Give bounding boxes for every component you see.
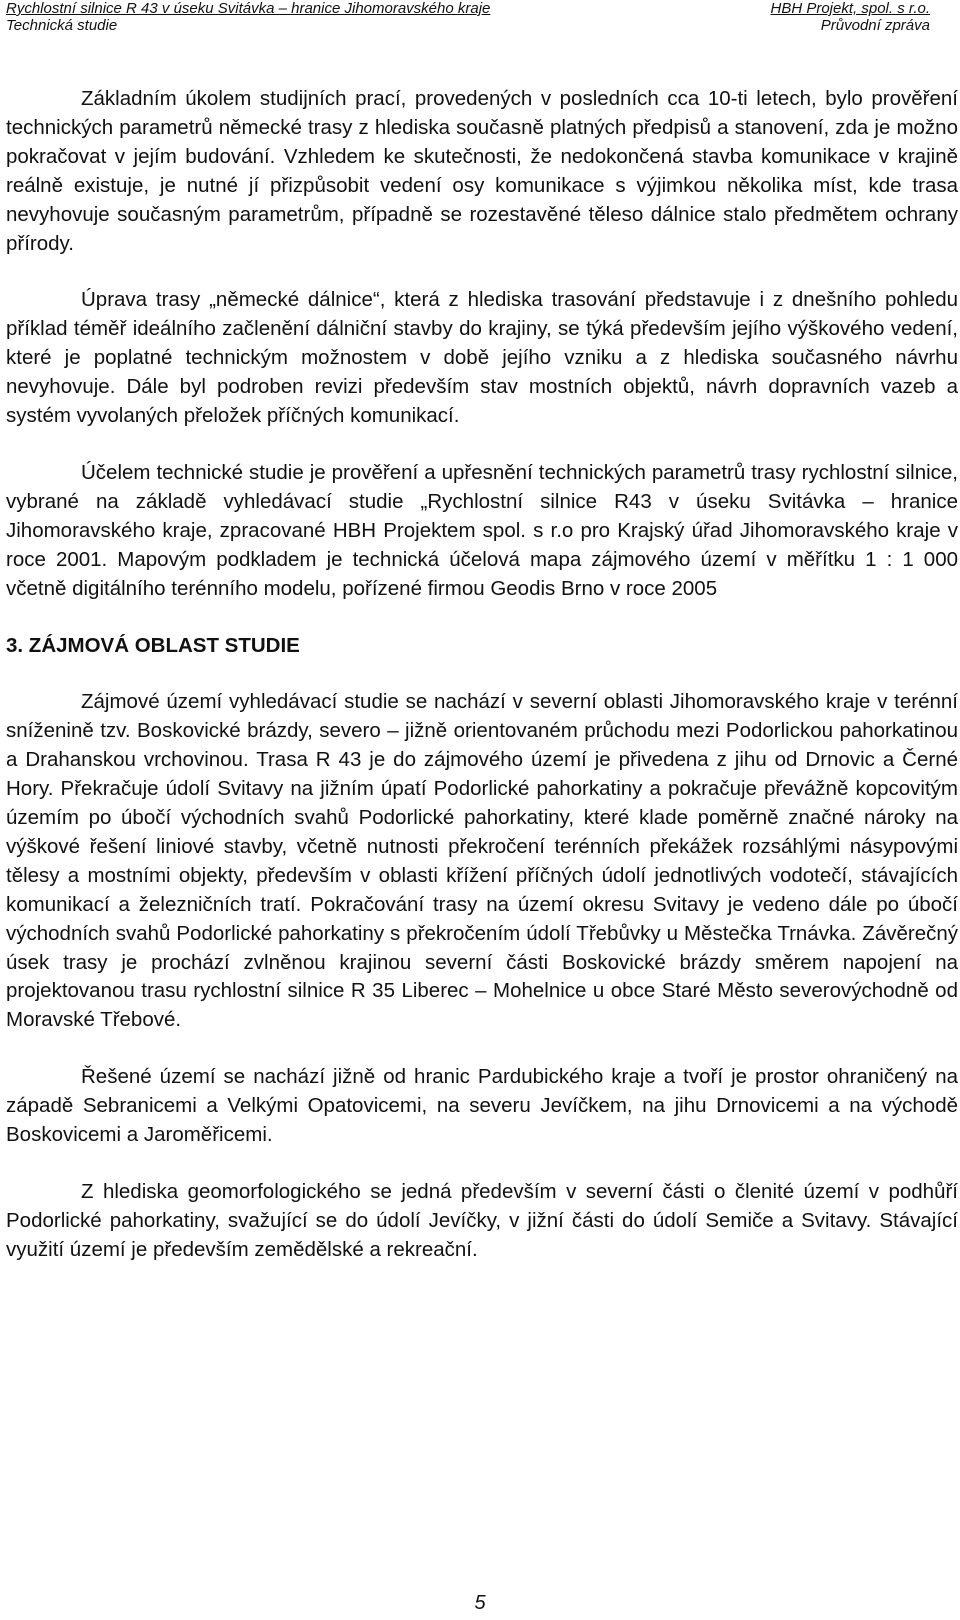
header-company: HBH Projekt, spol. s r.o. [770,0,930,17]
paragraph: Z hlediska geomorfologického se jedná především v severní části o členité území v podhůří Podorlické pahorkatiny, svažující se do údolí Jevíčky, v jižní části do údolí Semiče a Svitavy. Stávající využití území je především zemědělské a rekreační. [6,1180,958,1261]
paragraph: Řešené území se nachází jižně od hranic Pardubického kraje a tvoří je prostor ohraničený na západě Sebranicemi a Velkými Opatovicemi, na severu Jevíčkem, na jihu Drnovicemi a na východě Boskovicemi a Jaroměřicemi. [6,1065,958,1147]
paragraph: Úprava trasy „německé dálnice“, která z hlediska trasování představuje i z dnešního pohledu příklad téměř ideálního začlenění dálniční stavby do krajiny, se týká především jejího výškového vedení, které je poplatné technickým možnostem v době jejího vzniku a z hlediska současného návrhu nevyhovuje. Dále byl podroben revizi především stav mostních objektů, návrh dopravních vazeb a systém vyvolaných přeložek příčných komunikací. [6,288,958,428]
paragraph: Zájmové území vyhledávací studie se nachází v severní oblasti Jihomoravského kraje v terénní sníženině tzv. Boskovické brázdy, severo – jižně orientovaném průchodu mezi Podorlickou pahorkatinou a Drahanskou vrchovinou. Trasa R 43 je do zájmového území je přivedena z jihu od Drnovic a Černé Hory. Překračuje údolí Svitavy na jižním úpatí Podorlické pahorkatiny a pokračuje převážně kopcovitým územím po úbočí východních svahů Podorlické pahorkatiny, které klade poměrně značné nároky na výškové řešení liniové stavby, včetně nutnosti překročení terénních překážek rozsáhlými násypovými tělesy a mostními objekty, především v oblasti křížení příčných údolí jednotlivých vodotečí, stávajících komunikací a železničních tratí. Pokračování trasy na území okresu Svitavy je vedeno dále po úbočí východních svahů Podorlické pahorkatiny s překročením údolí Třebůvky u Městečka Trnávka. Závěrečný úsek trasy je prochází zvlněnou krajinou severní části Boskovické brázdy směrem napojení na projektovanou trasu rychlostní silnice R 35 Liberec – Mohelnice u obce Staré Město severovýchodně od Moravské Třebové. [6,690,958,1032]
page-header [6,0,930,34]
paragraph: Účelem technické studie je prověření a upřesnění technických parametrů trasy rychlostní silnice, vybrané na základě vyhledávací studie „Rychlostní silnice R43 v úseku Svitávka – hranice Jihomoravského kraje, zpracované HBH Projektem spol. s r.o pro Krajský úřad Jihomoravského kraje v roce 2001. Mapovým podkladem je technická účelová mapa zájmového území v měřítku 1 : 1 000 včetně digitálního terénního modelu, pořízené firmou Geodis Brno v roce 2005 [6,460,958,600]
paragraph: Základním úkolem studijních prací, provedených v posledních cca 10-ti letech, bylo prověření technických parametrů německé trasy z hlediska současně platných předpisů a stanovení, zda je možno pokračovat v jejím budování. Vzhledem ke skutečnosti, že nedokončená stavba komunikace v krajině reálně existuje, je nutné jí přizpůsobit vedení osy komunikace s výjimkou několika míst, kde trasa nevyhovuje současným parametrům, případně se rozestavěné těleso dálnice stalo předmětem ochrany přírody. [6,87,958,255]
header-study-type: Technická studie [6,17,118,34]
header-report-type: Průvodní zpráva [820,17,930,34]
section-heading: 3. ZÁJMOVÁ OBLAST STUDIE [6,633,300,657]
page-number: 5 [474,1592,486,1614]
page-content [6,85,958,1293]
header-row-top [6,0,930,17]
header-row-bottom [6,17,930,34]
header-document-title: Rychlostní silnice R 43 v úseku Svitávka – hranice Jihomoravského kraje [6,0,491,17]
